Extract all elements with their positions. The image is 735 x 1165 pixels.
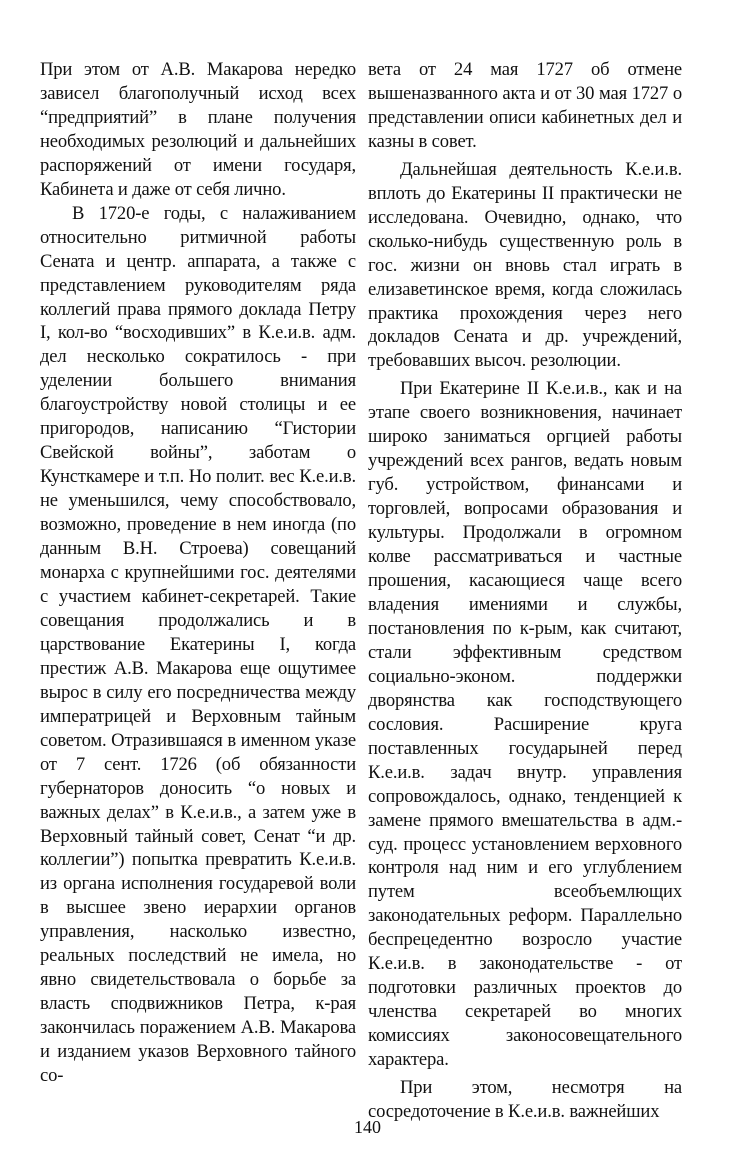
right-text-column [368,58,682,1124]
paragraph: При Екатерине II К.е.и.в., как и на этапе своего возникновения, начинает широко заниматься оргцией работы учреждений всех рангов, ведать новым губ. устройством, финансами и торговлей, вопросами образования и культуры. Продолжали в огромном колве рассматриваться и частные прошения, касающиеся чаще всего владения имениями и службы, постановления по к-рым, как считают, стали эффективным средством социально-эконом. поддержки дворянства как господствующего сословия. Расширение круга поставленных государыней перед К.е.и.в. задач внутр. управления сопровождалось, однако, тенденцией к замене прямого вмешательства в адм.-суд. процесс установлением верховного контроля над ним и его углублением путем всеобъемлющих законодательных реформ. Параллельно беспрецедентно возросло участие К.е.и.в. в законодательстве - от подготовки различных проектов до членства секретарей во многих комиссиях законосовещательного характера. [368,378,682,1071]
paragraph: При этом от А.В. Макарова нередко зависел благополучный исход всех “предприятий” в плане получения необходимых резолюций и дальнейших распоряжений от имени государя, Кабинета и даже от себя лично. [40,59,356,200]
page-number: 140 [354,1117,381,1137]
paragraph: В 1720-е годы, с налаживанием относительно ритмичной работы Сената и центр. аппарата, а также с представлением руководителям ряда коллегий права прямого доклада Петру I, кол-во “восходивших” в К.е.и.в. адм. дел несколько сократилось - при уделении большего внимания благоустройству новой столицы и ее пригородов, написанию “Гистории Свейской войны”, заботам о Кунсткамере и т.п. Но полит. вес К.е.и.в. не уменьшился, чему способствовало, возможно, проведение в нем иногда (по данным В.Н. Строева) совещаний монарха с крупнейшими гос. деятелями с участием кабинет-секретарей. Такие совещания продолжались и в царствование Екатерины I, когда престиж А.В. Макарова еще ощутимее вырос в силу его посредничества между императрицей и Верховным тайным советом. Отразившаяся в именном указе от 7 сент. 1726 (об обязанности губернаторов доносить “о новых и важных делах” в К.е.и.в., а затем уже в Верховный тайный совет, Сенат “и др. коллегии”) попытка превратить К.е.и.в. из органа исполнения государевой воли в высшее звено иерархии органов управления, насколько известно, реальных последствий не имела, но явно свидетельствовала о борьбе за власть сподвижников Петра, к-рая закончилась поражением А.В. Макарова и изданием указов Верховного тайного со- [40,202,356,1087]
paragraph: При этом, несмотря на сосредоточение в К.е.и.в. важнейших [368,1077,682,1122]
paragraph: вета от 24 мая 1727 об отмене вышеназванного акта и от 30 мая 1727 о представлении описи кабинетных дел и казны в совет. [368,59,682,152]
left-text-column [40,58,356,1088]
paragraph: Дальнейшая деятельность К.е.и.в. вплоть до Екатерины II практически не исследована. Очевидно, однако, что сколько-нибудь существенную роль в гос. жизни он вновь стал играть в елизаветинское время, когда сложилась практика прохождения через него докладов Сената и др. учреждений, требовавших высоч. резолюции. [368,158,682,372]
